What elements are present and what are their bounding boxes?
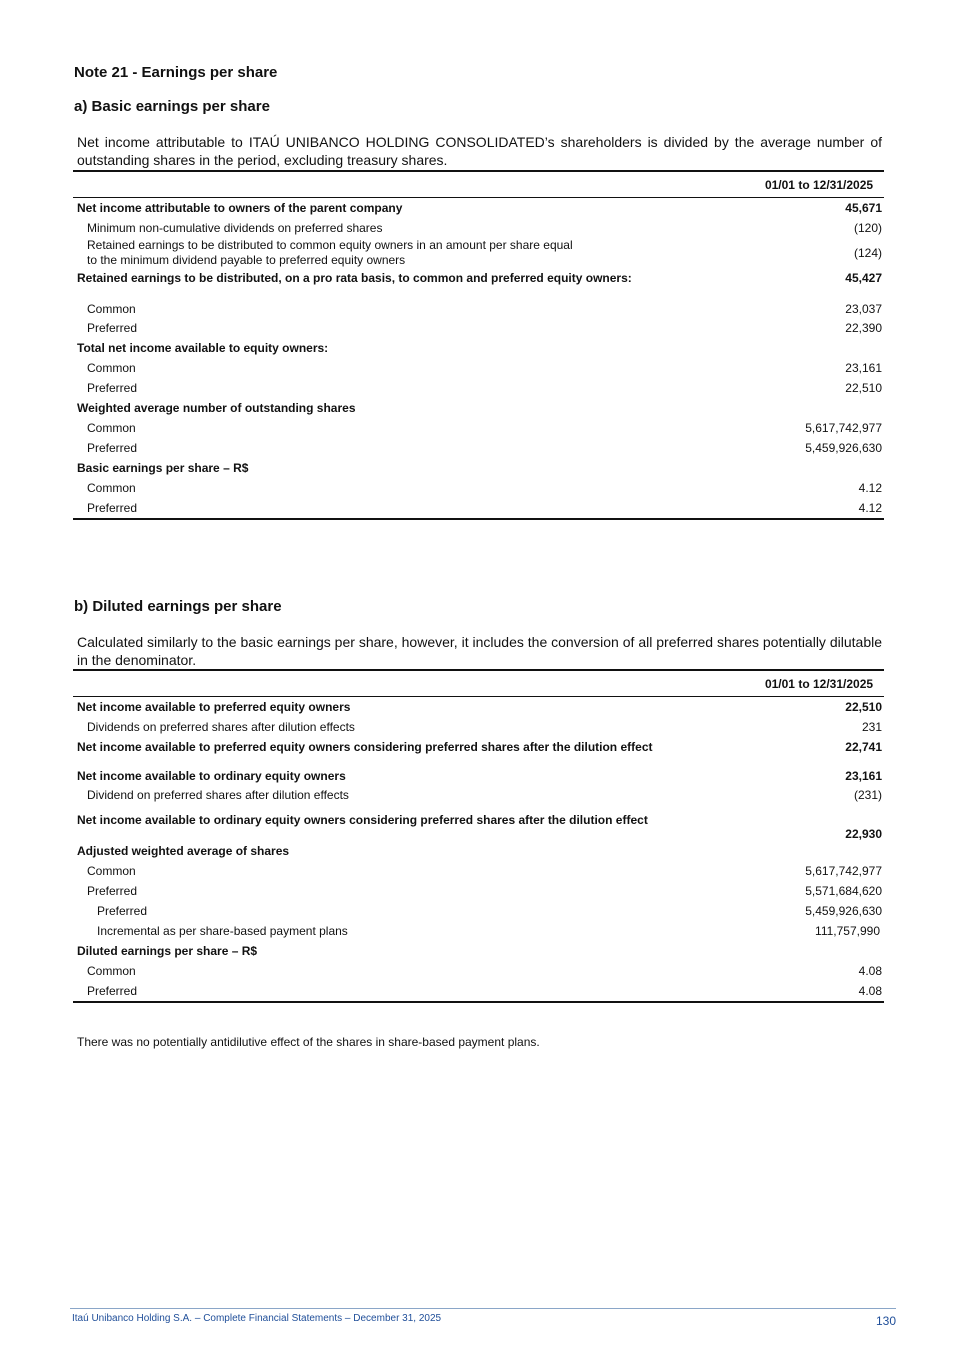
table-row <box>73 418 884 438</box>
note-title: Note 21 - Earnings per share <box>74 64 278 81</box>
row-label: Net income available to preferred equity owners <box>77 700 351 714</box>
row-label: Net income available to preferred equity owners considering preferred shares after the dilution effect <box>77 740 653 754</box>
row-label: Net income available to ordinary equity owners <box>77 769 346 783</box>
row-label: Basic earnings per share – R$ <box>77 461 249 475</box>
footer-divider <box>70 1308 896 1309</box>
row-value <box>694 458 884 478</box>
row-value: 23,161 <box>845 361 882 375</box>
row-label: Common <box>87 864 136 878</box>
period-header: 01/01 to 12/31/2025 <box>694 171 884 198</box>
row-label: Common <box>87 421 136 435</box>
table-row <box>73 717 884 737</box>
page-number: 130 <box>875 1314 896 1328</box>
row-value <box>694 398 884 418</box>
row-label: Retained earnings to be distributed to common equity owners in an amount per share equal to the minimum dividend payable to preferred equity owners <box>87 238 573 267</box>
row-value <box>694 841 884 861</box>
row-label: Preferred <box>97 904 148 918</box>
row-label: Dividend on preferred shares after dilution effects <box>87 788 349 802</box>
row-value: (120) <box>853 221 882 235</box>
row-value: 5,571,684,620 <box>805 884 882 898</box>
row-label: Common <box>87 481 136 495</box>
table-row <box>73 358 884 378</box>
row-label: Weighted average number of outstanding shares <box>77 401 356 415</box>
row-label: Preferred <box>87 321 138 335</box>
row-value: 45,427 <box>845 271 882 285</box>
table-row <box>73 805 884 841</box>
table-header-label <box>73 171 694 198</box>
diluted-eps-table <box>73 669 884 1003</box>
row-label: Incremental as per share-based payment plans <box>97 924 348 938</box>
table-row <box>73 981 884 1002</box>
row-label: Preferred <box>87 381 138 395</box>
table-row <box>73 288 884 318</box>
row-value: 4.12 <box>694 498 884 519</box>
basic-eps-table <box>73 170 884 520</box>
row-value: 5,617,742,977 <box>805 864 882 878</box>
row-value: 4.08 <box>858 964 882 978</box>
table-row <box>73 881 884 901</box>
row-value: 4.12 <box>858 481 882 495</box>
table-row <box>73 478 884 498</box>
table-row <box>73 901 884 921</box>
table-row <box>73 961 884 981</box>
row-value: 5,459,926,630 <box>805 904 882 918</box>
table-row <box>73 398 884 418</box>
row-label: Net income attributable to owners of the parent company <box>77 201 403 215</box>
row-label: Preferred <box>87 884 138 898</box>
table-row <box>73 218 884 238</box>
row-value: (231) <box>853 788 882 802</box>
row-value: 111,757,990 <box>815 924 880 938</box>
row-value: 22,930 <box>845 827 882 841</box>
table-row <box>73 737 884 757</box>
table-row <box>73 697 884 718</box>
row-label: Common <box>87 302 136 316</box>
period-header: 01/01 to 12/31/2025 <box>694 670 884 697</box>
row-value: 22,390 <box>845 321 882 335</box>
table-row <box>73 841 884 861</box>
diluted-intro-text: Calculated similarly to the basic earnings per share, however, it includes the conversion of all preferred shares potentially dilutable in the denominator. <box>77 634 882 668</box>
row-label: Common <box>87 964 136 978</box>
table-header-label <box>73 670 694 697</box>
row-label: Retained earnings to be distributed, on a pro rata basis, to common and preferred equity owners: <box>77 271 632 285</box>
table-row <box>73 757 884 785</box>
table-row <box>73 318 884 338</box>
row-label: Adjusted weighted average of shares <box>77 844 290 858</box>
table-row <box>73 458 884 478</box>
row-label: Dividends on preferred shares after dilution effects <box>87 720 355 734</box>
row-value <box>694 941 884 961</box>
row-value: 4.08 <box>694 981 884 1002</box>
row-value: 22,510 <box>845 700 882 714</box>
row-label: Minimum non-cumulative dividends on preferred shares <box>87 221 383 235</box>
row-label: Diluted earnings per share – R$ <box>77 944 258 958</box>
table-row <box>73 861 884 881</box>
table-row <box>73 941 884 961</box>
diluted-section-title: b) Diluted earnings per share <box>74 598 282 615</box>
row-value: 45,671 <box>845 201 882 215</box>
row-value <box>694 338 884 358</box>
row-label: Preferred <box>73 981 694 1002</box>
table-row <box>73 198 884 219</box>
row-label: Preferred <box>73 498 694 519</box>
table-row <box>73 498 884 519</box>
row-value: 22,510 <box>845 381 882 395</box>
table-row <box>73 268 884 288</box>
row-label: Preferred <box>87 441 138 455</box>
row-label: Total net income available to equity owners: <box>77 341 329 355</box>
row-value: 22,741 <box>845 740 882 754</box>
table-row <box>73 921 884 941</box>
table-row <box>73 438 884 458</box>
row-value: 5,459,926,630 <box>805 441 882 455</box>
row-value: 23,161 <box>845 769 882 783</box>
row-value: 231 <box>861 720 882 734</box>
table-row <box>73 378 884 398</box>
row-value: (124) <box>853 245 882 260</box>
table-row <box>73 238 884 268</box>
basic-section-title: a) Basic earnings per share <box>74 98 270 115</box>
row-value: 23,037 <box>845 302 882 316</box>
row-value: 5,617,742,977 <box>805 421 882 435</box>
footer-text: Itaú Unibanco Holding S.A. – Complete Financial Statements – December 31, 2025 <box>72 1313 442 1324</box>
footnote: There was no potentially antidilutive effect of the shares in share-based payment plans. <box>77 1035 540 1049</box>
row-label: Net income available to ordinary equity owners considering preferred shares after the dilution effect <box>77 813 648 827</box>
table-row <box>73 338 884 358</box>
basic-intro-text: Net income attributable to ITAÚ UNIBANCO HOLDING CONSOLIDATED’s shareholders is divided by the average number of outstanding shares in the period, excluding treasury shares. <box>77 134 882 168</box>
row-label: Common <box>87 361 136 375</box>
table-row <box>73 785 884 805</box>
